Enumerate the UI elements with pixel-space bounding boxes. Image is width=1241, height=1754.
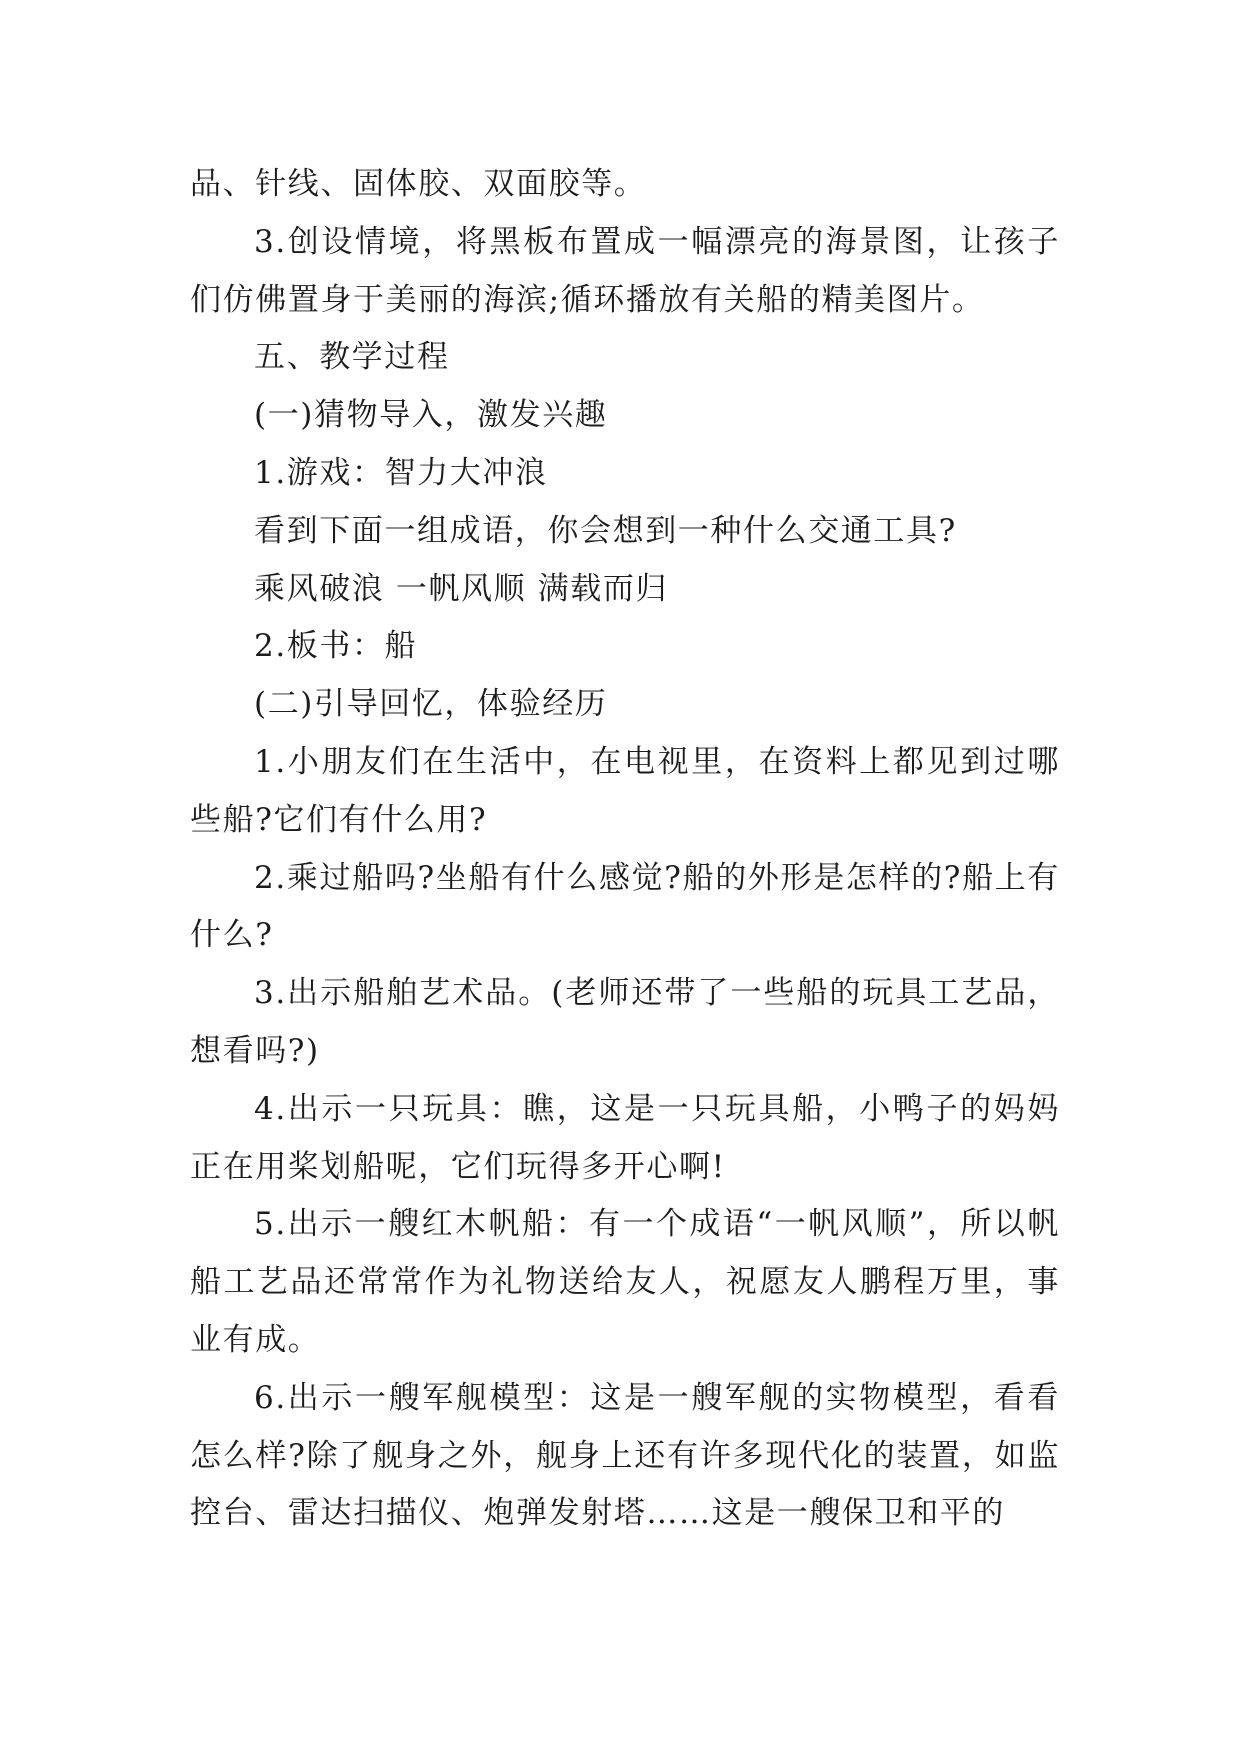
paragraph-idioms: 乘风破浪 一帆风顺 满载而归 xyxy=(254,570,669,607)
paragraph-item-1: 1.小朋友们在生活中，在电视里，在资料上都见到过哪些船?它们有什么用? xyxy=(190,743,1060,838)
section-heading-teaching-process: 五、教学过程 xyxy=(254,339,450,376)
paragraph-board-writing: 2.板书：船 xyxy=(254,628,418,665)
paragraph-item-3: 3.出示船舶艺术品。(老师还带了一些船的玩具工艺品，想看吗?) xyxy=(190,975,1060,1069)
paragraph-continuation: 品、针线、固体胶、双面胶等。 xyxy=(190,166,647,202)
paragraph-item-6: 6.出示一艘军舰模型：这是一艘军舰的实物模型，看看怎么样?除了舰身之外，舰身上还有许多现代化的装置，如监控台、雷达扫描仪、炮弹发射塔……这是一艘保卫和平的 xyxy=(190,1379,1060,1532)
subsection-heading-1: (一)猜物导入，激发兴趣 xyxy=(254,397,608,434)
paragraph-item-5: 5.出示一艘红木帆船：有一个成语“一帆风顺”，所以帆船工艺品还常常作为礼物送给友人，祝愿友人鹏程万里，事业有成。 xyxy=(190,1206,1060,1358)
paragraph-item-3-setup: 3.创设情境，将黑板布置成一幅漂亮的海景图，让孩子们仿佛置身于美丽的海滨;循环播放有关船的精美图片。 xyxy=(190,223,1060,318)
paragraph-question: 看到下面一组成语，你会想到一种什么交通工具? xyxy=(254,512,957,549)
paragraph-item-2: 2.乘过船吗?坐船有什么感觉?船的外形是怎样的?船上有什么? xyxy=(190,859,1060,954)
document-body xyxy=(190,156,1060,1543)
paragraph-game: 1.游戏：智力大冲浪 xyxy=(254,454,548,491)
subsection-heading-2: (二)引导回忆，体验经历 xyxy=(254,686,608,723)
paragraph-item-4: 4.出示一只玩具：瞧，这是一只玩具船，小鸭子的妈妈正在用桨划船呢，它们玩得多开心啊! xyxy=(190,1090,1060,1185)
